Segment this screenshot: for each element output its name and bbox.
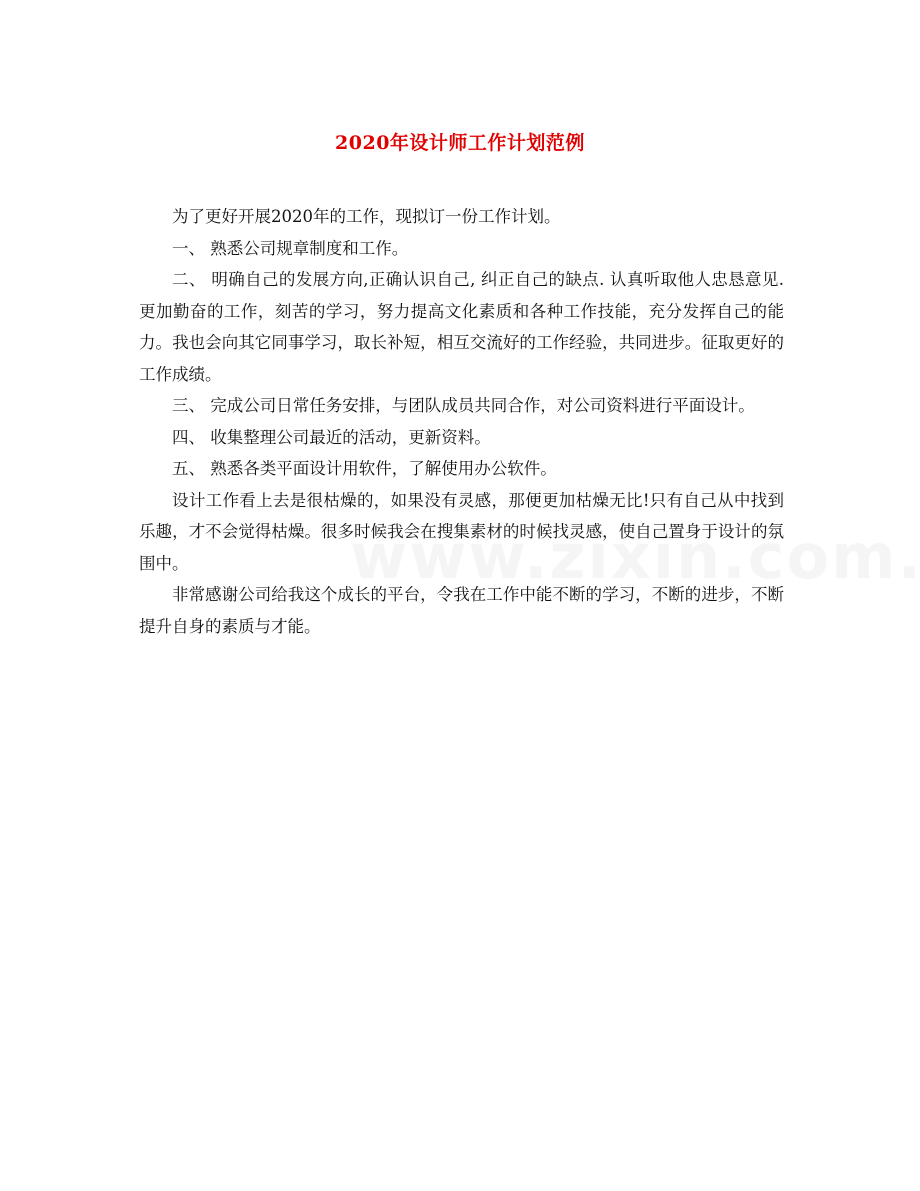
- document-title: 2020年设计师工作计划范例: [335, 132, 585, 154]
- paragraph-item-3: 三、 完成公司日常任务安排，与团队成员共同合作，对公司资料进行平面设计。: [172, 396, 755, 415]
- paragraph-reflection: 设计工作看上去是很枯燥的，如果没有灵感，那便更加枯燥无比!只有自己从中找到乐趣，才不会觉得枯燥。很多时候我会在搜集素材的时候找灵感，使自己置身于设计的氛围中。: [139, 490, 784, 573]
- paragraph-item-4: 四、 收集整理公司最近的活动，更新资料。: [172, 427, 491, 447]
- paragraph-item-2: 二、 明确自己的发展方向,正确认识自己, 纠正自己的缺点. 认真听取他人忠恳意见. 更加勤奋的工作，刻苦的学习，努力提高文化素质和各种工作技能，充分发挥自己的能力。我也会向其它同事学习，取长补短，相互交流好的工作经验，共同进步。征取更好的工作成绩。: [139, 270, 784, 384]
- paragraph-item-1: 一、 熟悉公司规章制度和工作。: [172, 238, 409, 258]
- paragraph-intro: 为了更好开展2020年的工作，现拟订一份工作计划。: [172, 207, 561, 226]
- paragraph-item-5: 五、 熟悉各类平面设计用软件，了解使用办公软件。: [172, 459, 557, 478]
- paragraph-closing: 非常感谢公司给我这个成长的平台，令我在工作中能不断的学习，不断的进步，不断提升自身的素质与才能。: [139, 585, 784, 636]
- document-body: [139, 201, 784, 642]
